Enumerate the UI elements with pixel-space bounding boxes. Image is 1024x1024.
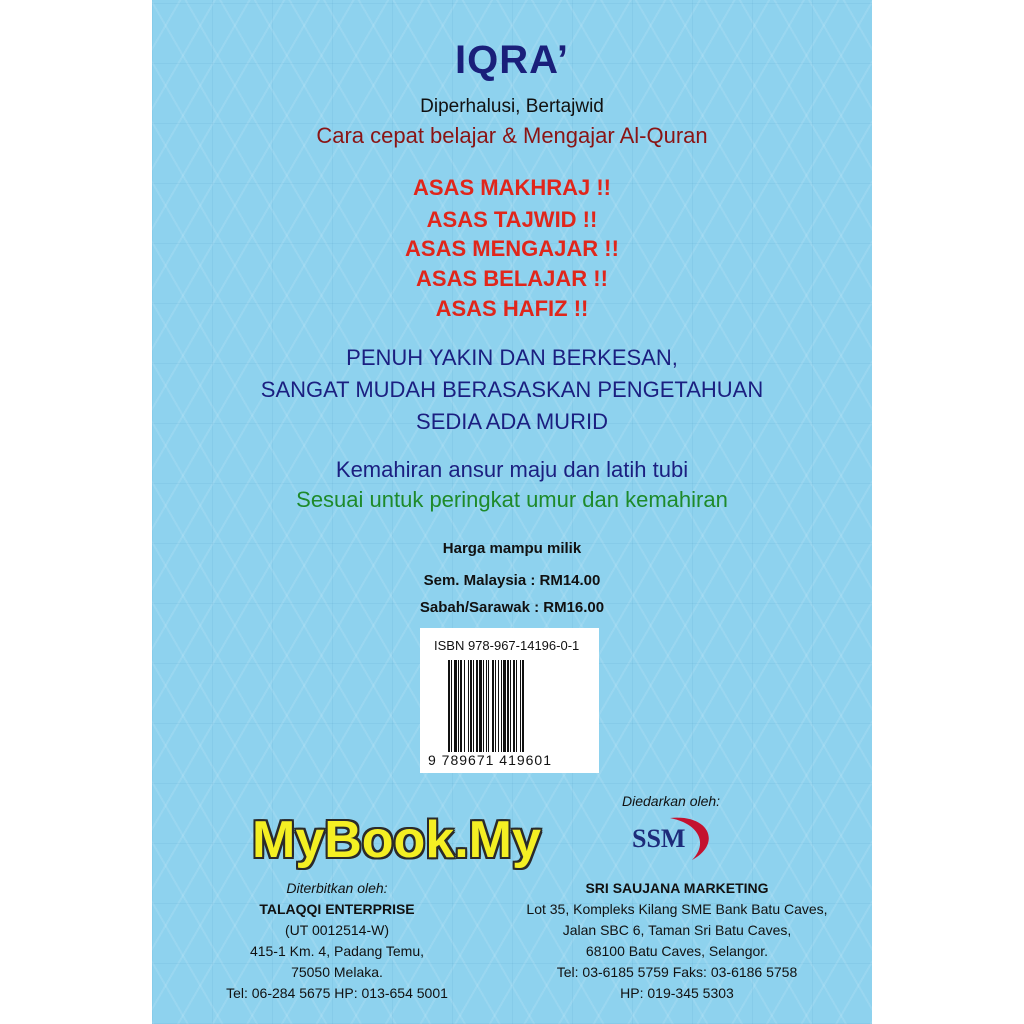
barcode-number: 9 789671 419601 bbox=[428, 752, 552, 768]
claim-line: SANGAT MUDAH BERASASKAN PENGETAHUAN bbox=[260, 377, 764, 402]
distributor-phone: Tel: 03-6185 5759 Faks: 03-6186 5758 bbox=[556, 964, 798, 980]
asas-line: ASAS MAKHRAJ !! bbox=[413, 175, 611, 200]
publisher-address: 415-1 Km. 4, Padang Temu, bbox=[249, 943, 425, 959]
publisher-reg: (UT 0012514-W) bbox=[284, 922, 389, 938]
asas-line: ASAS TAJWID !! bbox=[426, 207, 598, 232]
barcode-icon bbox=[448, 660, 570, 752]
distributor-name: SRI SAUJANA MARKETING bbox=[585, 880, 769, 896]
ssm-logo bbox=[630, 814, 720, 864]
ssm-logo-text: SSM bbox=[632, 824, 686, 853]
publisher-label: Diterbitkan oleh: bbox=[286, 880, 388, 896]
price-east: Sabah/Sarawak : RM16.00 bbox=[419, 599, 605, 616]
claim-line: PENUH YAKIN DAN BERKESAN, bbox=[346, 345, 678, 370]
publisher-name: TALAQQI ENTERPRISE bbox=[259, 901, 415, 917]
distributor-label: Diedarkan oleh: bbox=[622, 793, 721, 809]
publisher-info bbox=[192, 878, 482, 1004]
book-back-cover bbox=[152, 0, 872, 1024]
distributor-address: Jalan SBC 6, Taman Sri Batu Caves, bbox=[562, 922, 792, 938]
claim-line: SEDIA ADA MURID bbox=[416, 409, 608, 434]
feature-line: Kemahiran ansur maju dan latih tubi bbox=[335, 457, 689, 482]
distributor-hp: HP: 019-345 5303 bbox=[620, 985, 734, 1001]
book-subtitle: Diperhalusi, Bertajwid bbox=[420, 96, 604, 117]
price-heading: Harga mampu milik bbox=[442, 540, 582, 557]
distributor-address: Lot 35, Kompleks Kilang SME Bank Batu Caves, bbox=[526, 901, 828, 917]
book-title: IQRA’ bbox=[455, 38, 569, 82]
book-tagline: Cara cepat belajar & Mengajar Al-Quran bbox=[316, 123, 708, 148]
isbn-barcode-box bbox=[420, 628, 599, 773]
publisher-address: 75050 Melaka. bbox=[291, 964, 383, 980]
mybook-watermark: MyBook.My bbox=[252, 811, 541, 869]
asas-line: ASAS MENGAJAR !! bbox=[405, 236, 619, 261]
isbn-label: ISBN 978-967-14196-0-1 bbox=[434, 638, 580, 653]
distributor-address: 68100 Batu Caves, Selangor. bbox=[585, 943, 769, 959]
asas-line: ASAS BELAJAR !! bbox=[416, 266, 608, 291]
publisher-phone: Tel: 06-284 5675 HP: 013-654 5001 bbox=[226, 985, 448, 1001]
price-peninsular: Sem. Malaysia : RM14.00 bbox=[423, 572, 601, 589]
distributor-info bbox=[492, 878, 862, 1004]
asas-line: ASAS HAFIZ !! bbox=[435, 296, 589, 321]
feature-line-green: Sesuai untuk peringkat umur dan kemahiran bbox=[296, 487, 728, 512]
